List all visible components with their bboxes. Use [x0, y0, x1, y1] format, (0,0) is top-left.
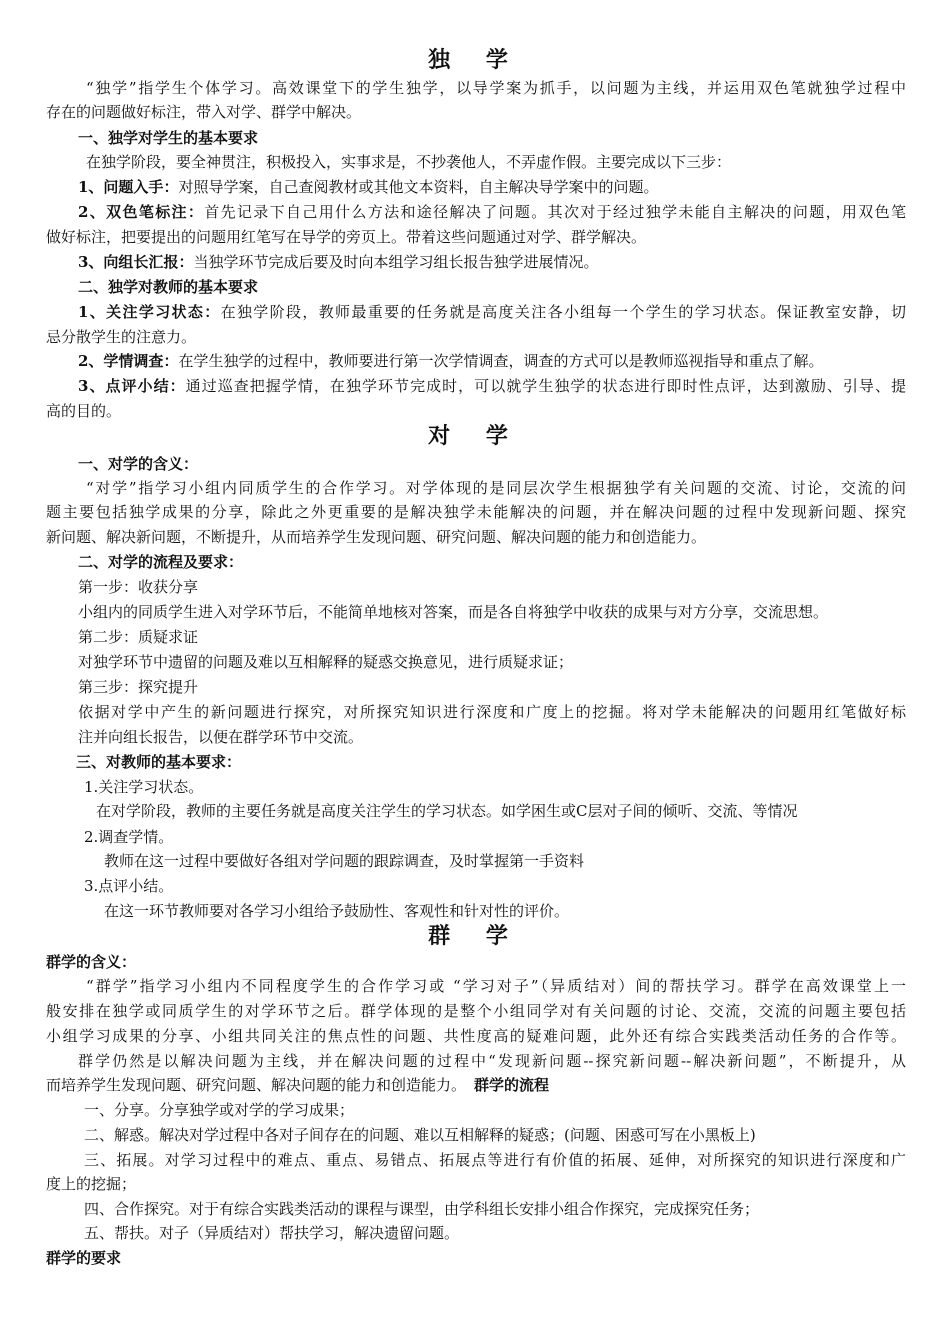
item-text: 在独学阶段，教师最重要的任务就是高度关注各小组每一个学生的学习状态。保证教室安静，切 — [220, 303, 906, 321]
paragraph-line: 小组内的同质学生进入对学环节后，不能简单地核对答案，而是各自将独学中收获的成果与对方分享，交流思想。 — [78, 603, 829, 621]
item-label: 3、向组长汇报： — [78, 253, 194, 271]
heading: 三、对教师的基本要求： — [76, 753, 242, 771]
list-item — [78, 177, 658, 197]
item-label: 2、双色笔标注： — [78, 203, 205, 221]
heading: 群学的含义： — [46, 953, 137, 971]
item-label: 2、学情调查： — [78, 352, 179, 370]
section-title-qunxue: 群 学 — [428, 924, 522, 949]
list-item: 一、分享。分享独学或对学的学习成果； — [84, 1101, 355, 1119]
paragraph-line: “群学”指学习小组内不同程度学生的合作学习或 “学习对子”（异质结对）间的帮扶学习。群学在高效课堂上一 — [86, 977, 906, 995]
list-item — [78, 351, 823, 371]
heading: 二、独学对教师的基本要求 — [78, 278, 259, 296]
paragraph-line — [46, 1075, 549, 1095]
item-text: 首先记录下自己用什么方法和途径解决了问题。其次对于经过独学未能自主解决的问题，用双色笔 — [204, 203, 906, 221]
list-item: 三、拓展。对学习过程中的难点、重点、易错点、拓展点等进行有价值的拓展、延伸，对所探究的知识进行深度和广 — [84, 1151, 906, 1169]
step-label: 第三步：探究提升 — [78, 678, 199, 696]
item-text: 当独学环节完成后要及时向本组学习组长报告独学进展情况。 — [193, 253, 599, 271]
paragraph-line: “对学”指学习小组内同质学生的合作学习。对学体现的是同层次学生根据独学有关问题的交流、讨论，交流的问 — [86, 479, 906, 497]
paragraph-line: 题主要包括独学成果的分享，除此之外更重要的是解决独学未能解决的问题，并在解决问题的过程中发现新问题、探究 — [46, 503, 906, 521]
heading: 一、独学对学生的基本要求 — [78, 129, 259, 147]
paragraph-line: 在对学阶段，教师的主要任务就是高度关注学生的学习状态。如学困生或C层对子间的倾听、交流、等情况 — [96, 802, 798, 820]
heading: 群学的要求 — [46, 1249, 122, 1267]
item-label: 3、点评小结： — [78, 377, 186, 395]
paragraph-line: 注并向组长报告，以便在群学环节中交流。 — [78, 728, 364, 746]
paragraph-line: 群学仍然是以解决问题为主线，并在解决问题的过程中“发现新问题--探究新问题--解决新问题”，不断提升，从 — [78, 1052, 906, 1070]
list-item — [78, 376, 906, 396]
paragraph-line: 忌分散学生的注意力。 — [46, 328, 197, 346]
paragraph-line: 教师在这一过程中要做好各组对学问题的跟踪调查，及时掌握第一手资料 — [104, 852, 585, 870]
paragraph-line: 存在的问题做好标注，带入对学、群学中解决。 — [46, 103, 362, 121]
item-text: 在学生独学的过程中，教师要进行第一次学情调查，调查的方式可以是教师巡视指导和重点了解。 — [178, 352, 824, 370]
item-text: 通过巡查把握学情，在独学环节完成时，可以就学生独学的状态进行即时性点评，达到激励、引导、提 — [185, 377, 906, 395]
paragraph-line: 在这一环节教师要对各学习小组给予鼓励性、客观性和针对性的评价。 — [104, 902, 570, 920]
list-item — [78, 202, 906, 222]
heading: 二、对学的流程及要求： — [78, 553, 244, 571]
paragraph-line: 依据对学中产生的新问题进行探究，对所探究知识进行深度和广度上的挖掘。将对学未能解决的问题用红笔做好标 — [78, 703, 906, 721]
paragraph-line: 做好标注，把要提出的问题用红笔写在导学的旁页上。带着这些问题通过对学、群学解决。 — [46, 228, 647, 246]
paragraph-line: 度上的挖掘； — [46, 1175, 137, 1193]
list-item: 五、帮扶。对子（异质结对）帮扶学习，解决遗留问题。 — [84, 1224, 460, 1242]
paragraph-line: 新问题、解决新问题，不断提升，从而培养学生发现问题、研究问题、解决问题的能力和创造能力。 — [46, 528, 707, 546]
list-item: 2.调查学情。 — [84, 828, 174, 846]
paragraph-line: 高的目的。 — [46, 402, 122, 420]
list-item — [78, 252, 598, 272]
section-title-duixue: 对 学 — [428, 424, 522, 449]
step-label: 第二步：质疑求证 — [78, 628, 199, 646]
paragraph-text: 而培养学生发现问题、研究问题、解决问题的能力和创造能力。 — [46, 1076, 467, 1094]
list-item: 二、解惑。解决对学过程中各对子间存在的问题、难以互相解释的疑惑；(问题、困惑可写在小黑板上) — [84, 1126, 756, 1144]
paragraph-line: “独学”指学生个体学习。高效课堂下的学生独学，以导学案为抓手，以问题为主线，并运用双色笔就独学过程中 — [86, 79, 906, 97]
heading: 一、对学的含义： — [78, 455, 199, 473]
section-title-duxue: 独 学 — [428, 48, 522, 73]
item-label: 1、问题入手： — [78, 178, 179, 196]
paragraph-line: 对独学环节中遗留的问题及难以互相解释的疑惑交换意见，进行质疑求证； — [78, 653, 574, 671]
item-label: 1、关注学习状态： — [78, 303, 221, 321]
inline-heading: 群学的流程 — [474, 1076, 550, 1094]
paragraph-line: 在独学阶段，要全神贯注，积极投入，实事求是，不抄袭他人，不弄虚作假。主要完成以下三步： — [86, 153, 732, 171]
item-text: 对照导学案，自己查阅教材或其他文本资料，自主解决导学案中的问题。 — [178, 178, 659, 196]
step-label: 第一步：收获分享 — [78, 578, 199, 596]
list-item — [78, 302, 906, 322]
paragraph-line: 般安排在独学或同质学生的对学环节之后。群学体现的是整个小组同学对有关问题的讨论、交流，交流的问题主要包括 — [46, 1002, 906, 1020]
paragraph-line: 小组学习成果的分享、小组共同关注的焦点性的问题、共性度高的疑难问题，此外还有综合实践类活动任务的合作等。 — [46, 1027, 906, 1045]
list-item: 3.点评小结。 — [84, 877, 174, 895]
list-item: 四、合作探究。对于有综合实践类活动的课程与课型，由学科组长安排小组合作探究，完成探究任务； — [84, 1200, 760, 1218]
list-item: 1.关注学习状态。 — [84, 778, 204, 796]
